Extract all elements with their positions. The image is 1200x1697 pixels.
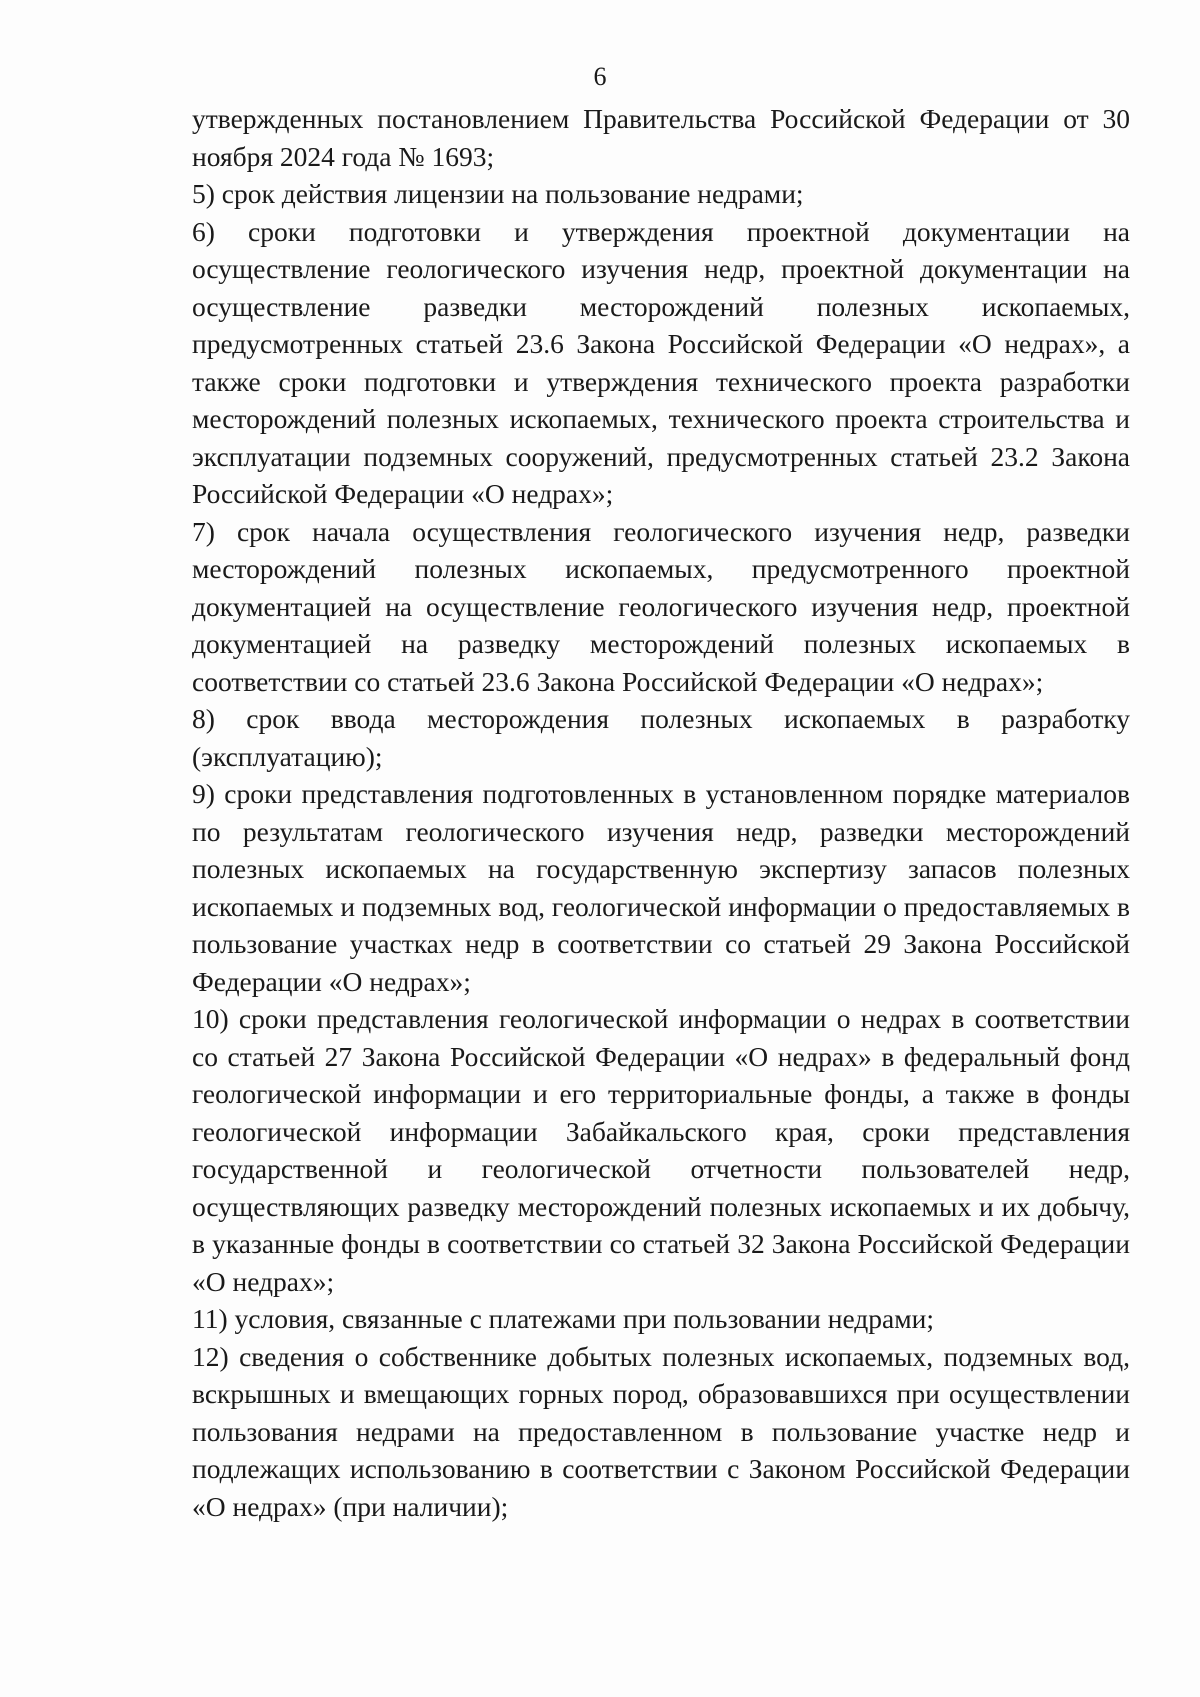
paragraph-item-9: 9) сроки представления подготовленных в установленном порядке материалов по результатам геологического изучения недр, разведки месторождений полезных ископаемых на государственную экспертизу запасов полезных ископаемых и подземных вод, геологической информации о предоставляемых в пользование участках недр в соответствии со статьей 29 Закона Российской Федерации «О недрах»;	[192, 778, 1130, 997]
document-body	[192, 100, 1130, 1525]
paragraph-item-12: 12) сведения о собственнике добытых полезных ископаемых, подземных вод, вскрышных и вмещающих горных пород, образовавшихся при осуществлении пользования недрами на предоставленном в пользование участке недр и подлежащих использованию в соответствии с Законом Российской Федерации «О недрах» (при наличии);	[192, 1340, 1130, 1522]
paragraph-item-10: 10) сроки представления геологической информации о недрах в соответствии со статьей 27 Закона Российской Федерации «О недрах» в федеральный фонд геологической информации и его территориальные фонды, а также в фонды геологической информации Забайкальского края, сроки представления государственной и геологической отчетности пользователей недр, осуществляющих разведку месторождений полезных ископаемых и их добычу, в указанные фонды в соответствии со статьей 32 Закона Российской Федерации «О недрах»;	[192, 1003, 1130, 1297]
paragraph-item-5: 5) срок действия лицензии на пользование недрами;	[192, 178, 804, 209]
paragraph-item-8: 8) срок ввода месторождения полезных ископаемых в разработку (эксплуатацию);	[192, 703, 1130, 772]
paragraph-item-11: 11) условия, связанные с платежами при пользовании недрами;	[192, 1303, 935, 1334]
paragraph-item-6: 6) сроки подготовки и утверждения проектной документации на осуществление геологического изучения недр, проектной документации на осуществление разведки месторождений полезных ископаемых, предусмотренных статьей 23.6 Закона Российской Федерации «О недрах», а также сроки подготовки и утверждения технического проекта разработки месторождений полезных ископаемых, технического проекта строительства и эксплуатации подземных сооружений, предусмотренных статьей 23.2 Закона Российской Федерации «О недрах»;	[192, 215, 1130, 509]
paragraph-item-7: 7) срок начала осуществления геологического изучения недр, разведки месторождений полезных ископаемых, предусмотренного проектной документацией на осуществление геологического изучения недр, проектной документацией на разведку месторождений полезных ископаемых в соответствии со статьей 23.6 Закона Российской Федерации «О недрах»;	[192, 515, 1130, 697]
paragraph-continuation: утвержденных постановлением Правительства Российской Федерации от 30 ноября 2024 года № 1693;	[192, 103, 1130, 172]
page-number: 6	[593, 62, 607, 91]
